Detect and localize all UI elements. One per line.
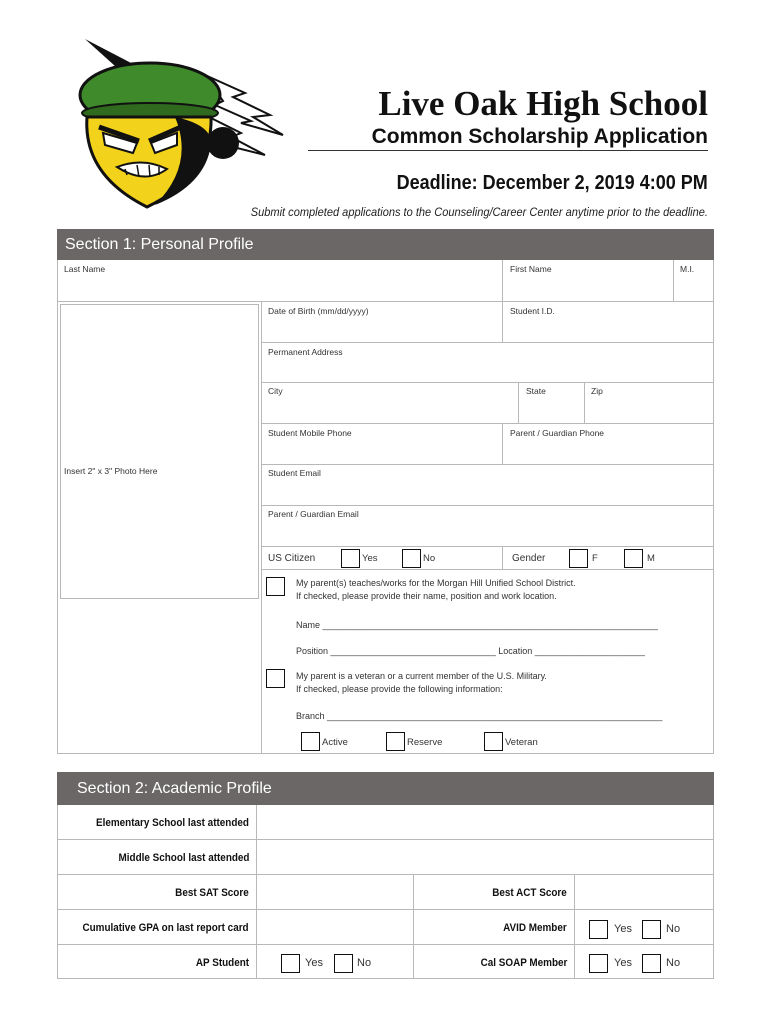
city-label: City: [268, 386, 283, 396]
gender-f-checkbox[interactable]: [569, 549, 588, 568]
middle-school-field[interactable]: [257, 840, 712, 873]
grid-line: [57, 260, 58, 754]
us-citizen-yes-label: Yes: [362, 553, 378, 564]
student-email-field[interactable]: [262, 478, 712, 504]
us-citizen-yes-checkbox[interactable]: [341, 549, 360, 568]
section2-title: Section 2: Academic Profile: [77, 779, 272, 797]
gender-m-checkbox[interactable]: [624, 549, 643, 568]
first-name-label: First Name: [510, 264, 552, 274]
mhusd-statement: [296, 577, 576, 603]
sat-score-label: Best SAT Score: [175, 887, 249, 899]
ap-yes-label: Yes: [305, 957, 323, 969]
subtitle-rule: [308, 150, 708, 151]
parent-email-field[interactable]: [262, 519, 712, 545]
us-citizen-no-checkbox[interactable]: [402, 549, 421, 568]
gender-f-label: F: [592, 553, 598, 564]
section1-title: Section 1: Personal Profile: [65, 235, 254, 253]
calsoap-yes-label: Yes: [614, 957, 632, 969]
act-score-label: Best ACT Score: [492, 887, 567, 899]
state-field[interactable]: [519, 396, 583, 422]
school-logo: [55, 35, 287, 215]
parent-name-field[interactable]: Name ___________________________________________________________________: [296, 620, 658, 630]
zip-field[interactable]: [585, 396, 712, 422]
middle-school-label: Middle School last attended: [118, 852, 249, 864]
avid-no-label: No: [666, 923, 681, 935]
active-checkbox[interactable]: [301, 732, 320, 751]
mhusd-employee-checkbox[interactable]: [266, 577, 285, 596]
elementary-school-field[interactable]: [257, 806, 712, 838]
calsoap-no-label: No: [666, 957, 681, 969]
grid-line: [413, 874, 414, 979]
reserve-label: Reserve: [407, 737, 443, 748]
mi-label: M.I.: [680, 264, 695, 274]
avid-yes-label: Yes: [614, 923, 632, 935]
us-citizen-label: US Citizen: [268, 553, 316, 564]
grid-line: [261, 423, 714, 424]
deadline-text: Deadline: December 2, 2019 4:00 PM: [396, 172, 708, 194]
application-subtitle: Common Scholarship Application: [371, 125, 708, 148]
parent-phone-field[interactable]: [503, 438, 712, 463]
cal-soap-member-label: Cal SOAP Member: [480, 957, 567, 969]
avid-member-label: AVID Member: [503, 922, 567, 934]
section2-header: [57, 772, 714, 805]
parent-phone-label: Parent / Guardian Phone: [510, 428, 605, 438]
ap-no-label: No: [357, 957, 372, 969]
sat-score-field[interactable]: [257, 875, 412, 908]
grid-line: [713, 260, 714, 754]
grid-line: [261, 546, 714, 547]
submission-note: Submit completed applications to the Counseling/Career Center anytime prior to the deadline.: [250, 205, 708, 219]
first-name-field[interactable]: [503, 274, 672, 300]
avid-yes-checkbox[interactable]: [589, 920, 608, 939]
student-email-label: Student Email: [268, 468, 321, 478]
grid-line: [502, 546, 503, 570]
us-citizen-no-label: No: [423, 553, 436, 564]
grid-line: [57, 805, 58, 979]
position-location-field[interactable]: Position _________________________________ Location ______________________: [296, 646, 645, 656]
grid-line: [57, 944, 714, 945]
veteran-statement: [296, 670, 547, 696]
dob-label: Date of Birth (mm/dd/yyyy): [268, 306, 369, 316]
mhusd-line-1: My parent(s) teaches/works for the Morgan Hill Unified School District.: [296, 578, 576, 588]
mhusd-line-2: If checked, please provide their name, position and work location.: [296, 591, 557, 601]
zip-label: Zip: [591, 386, 603, 396]
ap-no-checkbox[interactable]: [334, 954, 353, 973]
student-phone-label: Student Mobile Phone: [268, 428, 352, 438]
mi-field[interactable]: [674, 274, 712, 300]
photo-label: Insert 2" x 3" Photo Here: [64, 466, 158, 476]
photo-placeholder[interactable]: [60, 304, 259, 599]
military-parent-checkbox[interactable]: [266, 669, 285, 688]
student-id-label: Student I.D.: [510, 306, 555, 316]
grid-line: [261, 505, 714, 506]
grid-line: [261, 569, 714, 570]
ap-yes-checkbox[interactable]: [281, 954, 300, 973]
last-name-field[interactable]: [58, 274, 501, 300]
ap-student-label: AP Student: [195, 957, 249, 969]
avid-no-checkbox[interactable]: [642, 920, 661, 939]
calsoap-no-checkbox[interactable]: [642, 954, 661, 973]
branch-field[interactable]: Branch ___________________________________________________________________: [296, 711, 663, 721]
grid-line: [713, 805, 714, 979]
student-phone-field[interactable]: [262, 438, 501, 463]
elementary-school-label: Elementary School last attended: [96, 817, 249, 829]
active-label: Active: [322, 737, 348, 748]
calsoap-yes-checkbox[interactable]: [589, 954, 608, 973]
grid-line: [57, 978, 714, 979]
veteran-label: Veteran: [505, 737, 538, 748]
grid-line: [57, 753, 714, 754]
last-name-label: Last Name: [64, 264, 106, 274]
school-title: Live Oak High School: [378, 84, 708, 123]
grid-line: [261, 382, 714, 383]
state-label: State: [526, 386, 546, 396]
grid-line: [261, 342, 714, 343]
veteran-checkbox[interactable]: [484, 732, 503, 751]
act-score-field[interactable]: [575, 875, 712, 908]
section1-header: [57, 229, 714, 260]
grid-line: [57, 301, 714, 302]
gpa-label: Cumulative GPA on last report card: [82, 922, 249, 934]
veteran-line-2: If checked, please provide the following information:: [296, 684, 503, 694]
city-field[interactable]: [262, 396, 517, 422]
veteran-line-1: My parent is a veteran or a current member of the U.S. Military.: [296, 671, 547, 681]
gender-label: Gender: [512, 553, 546, 564]
grid-line: [261, 464, 714, 465]
gender-m-label: M: [647, 553, 655, 564]
permanent-address-label: Permanent Address: [268, 347, 343, 357]
dob-field[interactable]: [262, 316, 501, 341]
student-id-field[interactable]: [503, 316, 712, 341]
parent-email-label: Parent / Guardian Email: [268, 509, 359, 519]
permanent-address-field[interactable]: [262, 357, 712, 381]
reserve-checkbox[interactable]: [386, 732, 405, 751]
gpa-field[interactable]: [257, 910, 412, 943]
